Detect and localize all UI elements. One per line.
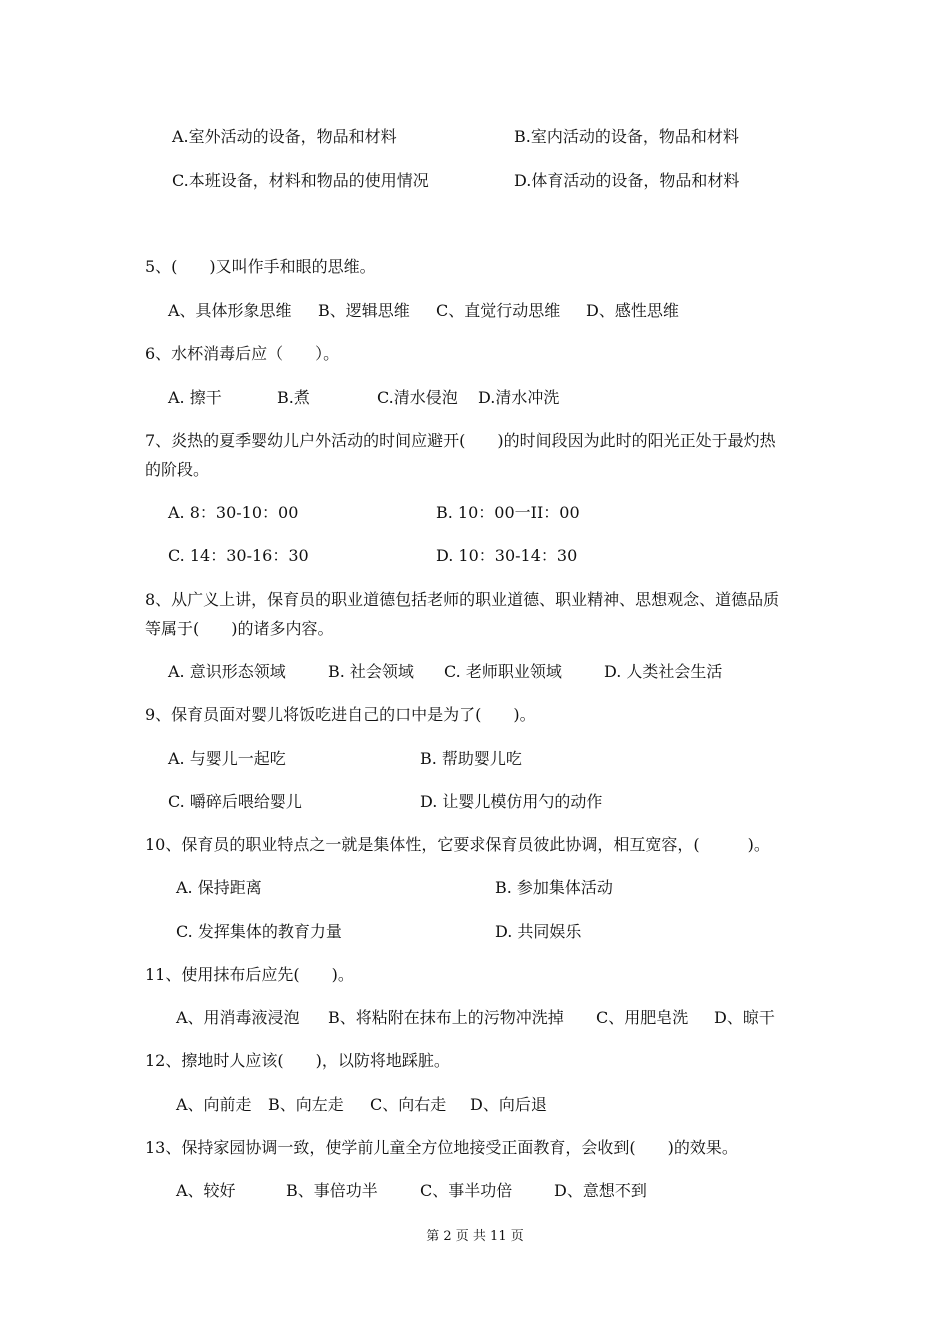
q5-option-b: B、逻辑思维	[318, 301, 410, 320]
q12-option-d: D、向后退	[470, 1095, 547, 1114]
q13-option-a: A、较好	[176, 1181, 236, 1200]
q10-option-b: B. 参加集体活动	[495, 878, 613, 897]
q6-option-a: A. 擦干	[168, 388, 222, 407]
q11-option-a: A、用消毒液浸泡	[176, 1008, 300, 1027]
q7-option-b: B. 10：00一II：00	[436, 503, 580, 522]
q12-option-c: C、向右走	[370, 1095, 447, 1114]
q9-option-c: C. 嚼碎后喂给婴儿	[168, 792, 302, 811]
q10-option-c: C. 发挥集体的教育力量	[176, 922, 342, 941]
q11-option-d: D、晾干	[714, 1008, 775, 1027]
q13-stem: 13、保持家园协调一致，使学前儿童全方位地接受正面教育，会收到( )的效果。	[145, 1138, 738, 1157]
q12-stem: 12、擦地时人应该( )，以防将地踩脏。	[145, 1051, 450, 1070]
q10-stem: 10、保育员的职业特点之一就是集体性，它要求保育员彼此协调，相互宽容，( )。	[145, 835, 770, 854]
q7-option-c: C. 14：30-16：30	[168, 546, 309, 565]
q9-option-d: D. 让婴儿模仿用勺的动作	[420, 792, 603, 811]
q12-option-a: A、向前走	[176, 1095, 252, 1114]
q8-option-a: A. 意识形态领域	[168, 662, 286, 681]
q6-option-b: B.煮	[277, 388, 310, 407]
q13-option-c: C、事半功倍	[420, 1181, 513, 1200]
q9-option-b: B. 帮助婴儿吃	[420, 749, 522, 768]
q8-stem-line1: 8、从广义上讲，保育员的职业道德包括老师的职业道德、职业精神、思想观念、道德品质	[145, 590, 780, 609]
q7-option-a: A. 8：30-10：00	[168, 503, 299, 522]
q5-option-d: D、感性思维	[586, 301, 679, 320]
q11-option-b: B、将粘附在抹布上的污物冲洗掉	[328, 1008, 564, 1027]
q5-option-c: C、直觉行动思维	[436, 301, 561, 320]
q6-option-c: C.清水侵泡	[377, 388, 458, 407]
q10-option-a: A. 保持距离	[176, 878, 262, 897]
q9-option-a: A. 与婴儿一起吃	[168, 749, 286, 768]
q8-option-c: C. 老师职业领域	[444, 662, 562, 681]
q13-option-d: D、意想不到	[554, 1181, 647, 1200]
q5-stem: 5、( )又叫作手和眼的思维。	[145, 257, 376, 276]
page-number: 第 2 页 共 11 页	[426, 1229, 524, 1244]
q4-option-d: D.体育活动的设备，物品和材料	[514, 171, 740, 190]
q8-option-d: D. 人类社会生活	[604, 662, 723, 681]
q4-option-b: B.室内活动的设备，物品和材料	[514, 127, 739, 146]
q11-option-c: C、用肥皂洗	[596, 1008, 689, 1027]
q7-option-d: D. 10：30-14：30	[436, 546, 578, 565]
q13-option-b: B、事倍功半	[286, 1181, 378, 1200]
q5-option-a: A、具体形象思维	[168, 301, 292, 320]
q8-option-b: B. 社会领域	[328, 662, 414, 681]
q10-option-d: D. 共同娱乐	[495, 922, 582, 941]
q12-option-b: B、向左走	[268, 1095, 344, 1114]
q6-stem: 6、水杯消毒后应（ ）。	[145, 344, 340, 363]
q7-stem-line1: 7、炎热的夏季婴幼儿户外活动的时间应避开( )的时间段因为此时的阳光正处于最灼热	[145, 431, 776, 450]
q8-stem-line2: 等属于( )的诸多内容。	[145, 619, 334, 638]
q6-option-d: D.清水冲洗	[478, 388, 560, 407]
q7-stem-line2: 的阶段。	[145, 460, 210, 479]
q4-option-a: A.室外活动的设备，物品和材料	[172, 127, 397, 146]
q9-stem: 9、保育员面对婴儿将饭吃进自己的口中是为了( )。	[145, 705, 536, 724]
q4-option-c: C.本班设备，材料和物品的使用情况	[172, 171, 429, 190]
q11-stem: 11、使用抹布后应先( )。	[145, 965, 354, 984]
